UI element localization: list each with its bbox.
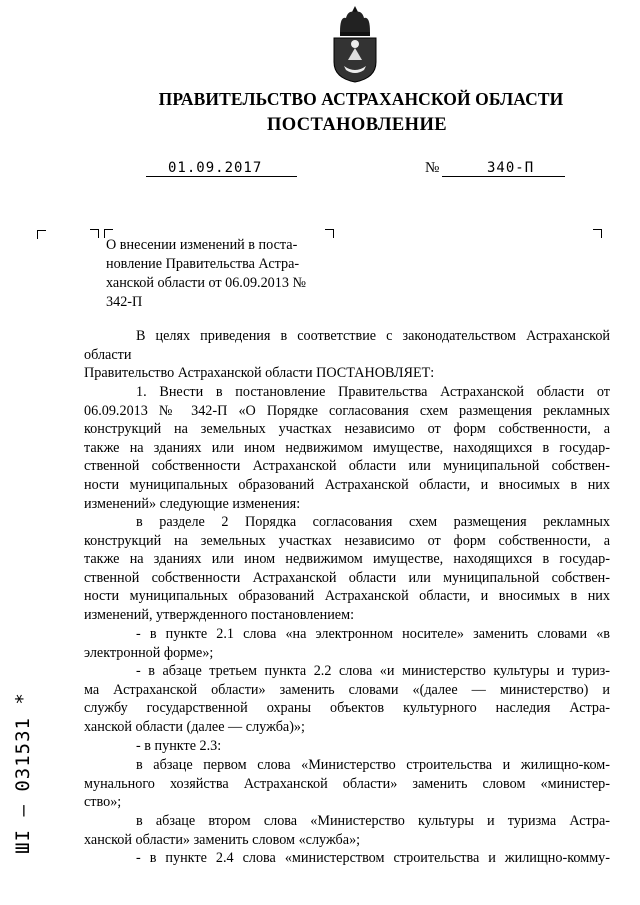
text-line: ности муниципальных образований Астраханской области, и вносимых в них — [84, 588, 610, 605]
text-line: ственной собственности Астраханской области или муниципальной собствен- — [84, 569, 610, 586]
text-line: службу государственной охраны объектов культурного наследия Астра- — [84, 700, 610, 717]
text-line: мунального хозяйства Астраханской области» заменить словом «министер- — [84, 775, 610, 792]
text-line: 1. Внести в постановление Правительства Астраханской области от — [136, 384, 610, 400]
point-2-3-para-1 — [84, 756, 610, 812]
serial-number: ШІ – 031531 * — [12, 692, 34, 854]
text-line: ство»; — [84, 794, 122, 811]
text-line: в разделе 2 Порядка согласования схем размещения рекламных — [136, 514, 610, 530]
text-line: области — [84, 346, 132, 363]
preamble — [84, 327, 610, 383]
text-line: Правительство Астраханской области ПОСТАНОВЛЯЕТ: — [84, 365, 435, 382]
point-2-3 — [84, 737, 610, 756]
text-line: в абзаце втором слова «Министерство культуры и туризма Астра- — [136, 813, 610, 829]
text-line: ханской области (далее — служба)»; — [84, 718, 305, 735]
point-2-1 — [84, 625, 610, 662]
corner-mark — [90, 229, 99, 238]
text-line: в абзаце первом слова «Министерство строительства и жилищно-ком- — [136, 757, 610, 773]
text-line: - в пункте 2.3: — [136, 738, 222, 754]
subject-line: О внесении изменений в поста- — [106, 237, 298, 253]
coat-of-arms-icon — [328, 4, 382, 84]
document-type: ПОСТАНОВЛЕНИЕ — [266, 115, 447, 135]
serial-stamp — [6, 693, 40, 853]
text-line: - в абзаце третьем пункта 2.2 слова «и министерство культуры и туриз- — [136, 663, 610, 679]
government-title: ПРАВИТЕЛЬСТВО АСТРАХАНСКОЙ ОБЛАСТИ — [158, 89, 564, 109]
document-date: 01.09.2017 — [168, 160, 263, 176]
text-line: - в пункте 2.4 слова «министерством строительства и жилищно-комму- — [136, 850, 610, 866]
number-underline — [442, 176, 565, 177]
subject-line: новление Правительства Астра- — [106, 256, 300, 272]
text-line: ности муниципальных образований Астраханской области, и вносимых в них — [84, 476, 610, 493]
point-2-2 — [84, 662, 610, 736]
subject-line: ханской области от 06.09.2013 № — [106, 275, 307, 291]
date-underline — [146, 176, 297, 177]
document-number: 340-П — [487, 160, 535, 176]
section-2-paragraph — [84, 513, 610, 625]
subject-line: 342-П — [106, 294, 143, 310]
text-line: ханской области» заменить словом «служба»; — [84, 831, 361, 848]
text-line: конструкций на земельных участках независимо от форм собственности, а — [84, 532, 610, 549]
text-line: изменений» следующие изменения: — [84, 495, 301, 512]
item-1 — [84, 383, 610, 513]
text-line: ственной собственности Астраханской области или муниципальной собствен- — [84, 458, 610, 475]
point-2-3-para-2 — [84, 812, 610, 849]
text-line: конструкций на земельных участках независимо от форм собственности, а — [84, 421, 610, 438]
point-2-4 — [84, 849, 610, 868]
text-line: В целях приведения в соответствие с законодательством Астраханской — [136, 328, 610, 344]
number-sign: № — [425, 160, 440, 176]
text-line: также на зданиях или ином недвижимом имуществе, находящихся в государ- — [84, 551, 610, 568]
text-line: изменений, утвержденного постановлением: — [84, 606, 355, 623]
text-line: ма Астраханской области» заменить словами «(далее — министерство) и — [84, 681, 610, 698]
corner-mark — [593, 229, 602, 238]
corner-mark — [37, 230, 46, 239]
document-subject — [106, 236, 334, 312]
text-line: 06.09.2013 № 342-П «О Порядке согласования схем размещения рекламных — [84, 402, 610, 419]
text-line: также на зданиях или ином недвижимом имуществе, находящихся в государ- — [84, 439, 610, 456]
text-line: - в пункте 2.1 слова «на электронном носителе» заменить словами «в — [136, 626, 610, 642]
text-line: электронной форме»; — [84, 644, 214, 661]
